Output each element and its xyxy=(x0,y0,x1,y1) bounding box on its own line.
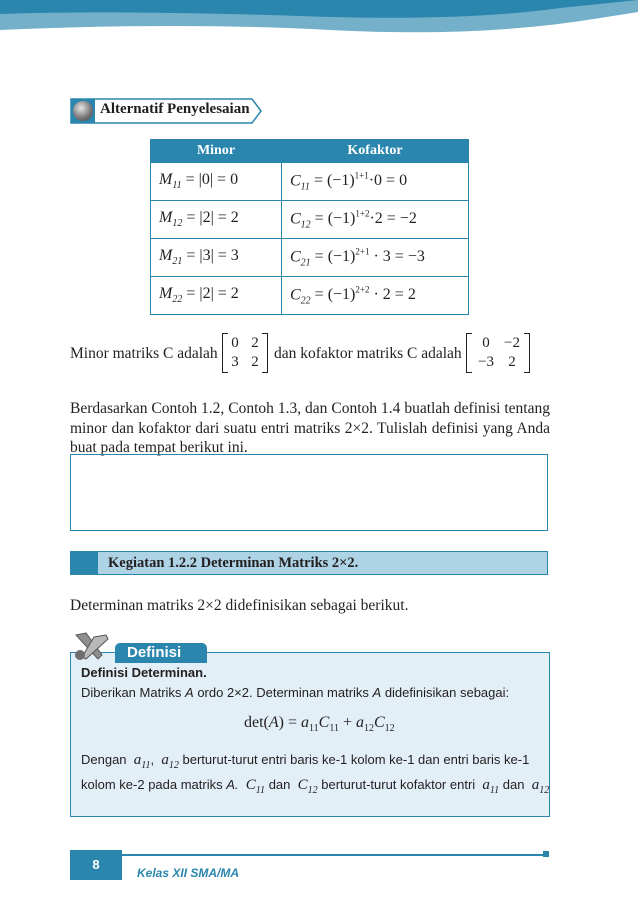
matrix-cell: 2 xyxy=(251,335,259,351)
header-swoosh xyxy=(0,0,638,52)
minor-matrix xyxy=(222,333,268,373)
book-title: Kelas XII SMA/MA xyxy=(137,866,240,880)
instruction-paragraph: Berdasarkan Contoh 1.2, Contoh 1.3, dan Contoh 1.4 buatlah definisi tentang minor dan kofaktor dari suatu entri matriks 2×2. Tulislah definisi yang Anda buat pada tempat berikut ini. xyxy=(70,400,550,456)
minor-cell: $M_{11} = |0| = 0$ xyxy=(151,163,282,201)
kegiatan-desc: Determinan matriks 2×2 didefinisikan sebagai berikut. xyxy=(70,597,409,614)
matrix-cell: 0 xyxy=(482,335,490,351)
alt-title: Alternatif Penyelesaian xyxy=(100,101,250,117)
matrix-cell: −2 xyxy=(504,335,520,351)
table-row xyxy=(151,239,469,277)
kegiatan-title: Kegiatan 1.2.2 Determinan Matriks 2×2. xyxy=(108,555,359,571)
kofaktor-cell: $C_{12} = (-1)^{1+2}\cdot 2 = -2$ xyxy=(282,201,469,239)
answer-box[interactable] xyxy=(70,454,548,531)
head-minor: Minor xyxy=(151,140,282,163)
determinant-formula: $\det(A) = a_{11}C_{11} + a_{12}C_{12}$ xyxy=(244,714,395,735)
globe-icon xyxy=(73,101,93,121)
definisi-line2: kolom ke-2 pada matriks A. $C_{11}$ dan $C_{12}$ berturut-turut kofaktor entri $a_{11}$ dan $a_{12}$ xyxy=(81,777,550,796)
page-number: 8 xyxy=(92,857,100,872)
table-header-row xyxy=(151,140,469,163)
kofaktor-cell: $C_{21} = (-1)^{2+1} \cdot 3 = -3$ xyxy=(282,239,469,277)
minor-cell: $M_{12} = |2| = 2$ xyxy=(151,201,282,239)
definisi-line1: Dengan $a_{11}$, $a_{12}$ berturut-turut entri baris ke-1 kolom ke-1 dan entri baris ke-1 xyxy=(81,752,530,771)
kofaktor-matrix xyxy=(466,333,530,373)
minor-matrix-text: Minor matriks C adalah xyxy=(70,345,218,362)
definisi-tab-label: Definisi xyxy=(127,644,182,661)
kofaktor-matrix-text: dan kofaktor matriks C adalah xyxy=(274,345,462,362)
matrix-cell: 0 xyxy=(231,335,239,351)
matrix-cell: 2 xyxy=(508,354,516,370)
matrix-cell: 2 xyxy=(251,354,259,370)
table-row xyxy=(151,163,469,201)
kofaktor-cell: $C_{22} = (-1)^{2+2} \cdot 2 = 2$ xyxy=(282,277,469,315)
table-row xyxy=(151,277,469,315)
table-row xyxy=(151,201,469,239)
matrix-cell: −3 xyxy=(478,354,494,370)
minor-cell: $M_{21} = |3| = 3$ xyxy=(151,239,282,277)
kegiatan-square xyxy=(71,552,98,574)
minor-cell: $M_{22} = |2| = 2$ xyxy=(151,277,282,315)
tools-icon xyxy=(72,631,112,663)
matrix-cell: 3 xyxy=(231,354,239,370)
definisi-text: Diberikan Matriks A ordo 2×2. Determinan matriks A didefinisikan sebagai: xyxy=(81,685,510,700)
head-kofaktor: Kofaktor xyxy=(282,140,469,163)
definisi-title: Definisi Determinan. xyxy=(81,665,207,680)
kofaktor-cell: $C_{11} = (-1)^{1+1}\cdot 0 = 0$ xyxy=(282,163,469,201)
footer-dot xyxy=(543,851,549,857)
minor-kofaktor-table xyxy=(150,139,469,315)
footer-line xyxy=(70,854,546,856)
